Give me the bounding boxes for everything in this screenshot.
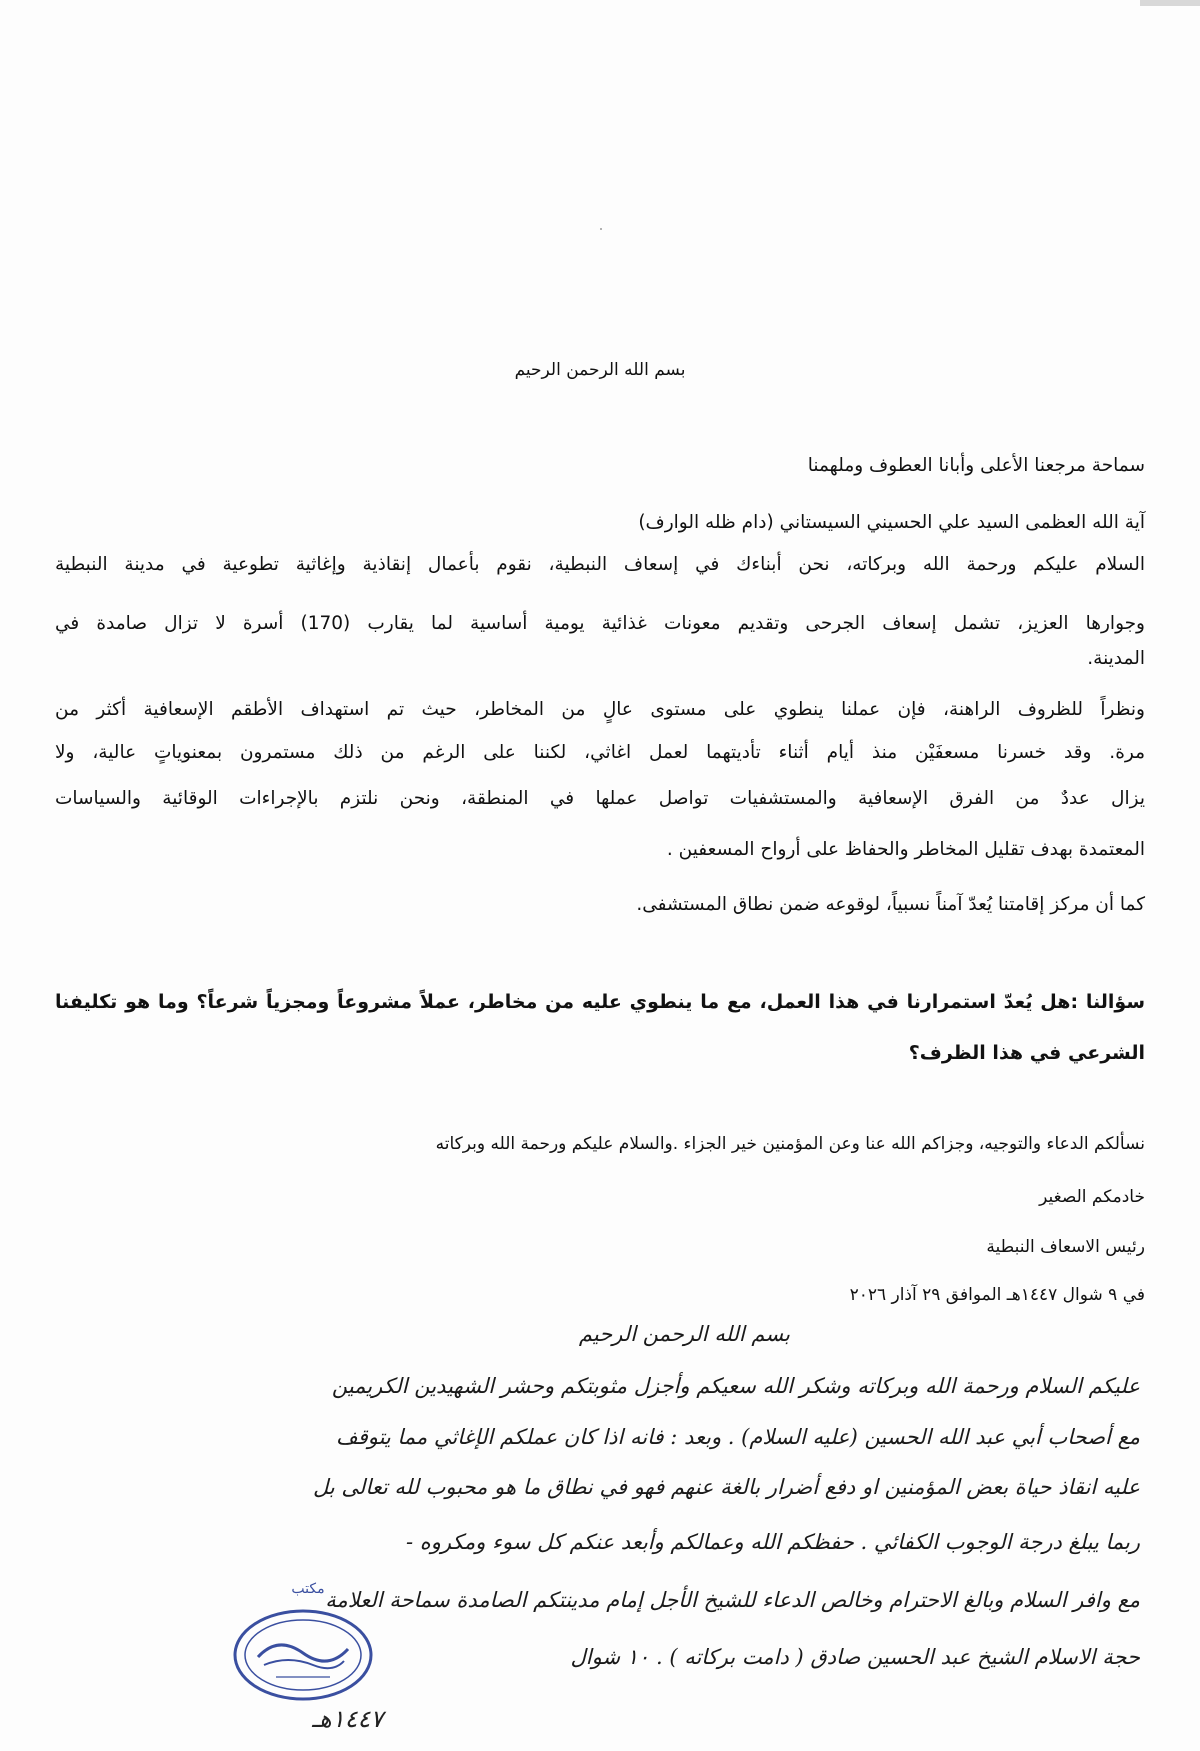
reply-line-4: ربما يبلغ درجة الوجوب الكفائي . حفظكم الله وعمالكم وأبعد عنكم كل سوء ومكروه -	[405, 1530, 1140, 1554]
question-line-1: سؤالنا :هل يُعدّ استمرارنا في هذا العمل، مع ما ينطوي عليه من مخاطر، عملاً مشروعاً ومجزياً شرعاً؟ وما هو تكليفنا	[55, 991, 1145, 1013]
paragraph-2-line-4: المعتمدة بهدف تقليل المخاطر والحفاظ على أرواح المسعفين .	[666, 839, 1145, 860]
closing-line-2: خادمكم الصغير	[1039, 1187, 1145, 1207]
paragraph-1-line-1: السلام عليكم ورحمة الله وبركاته، نحن أبناءك في إسعاف النبطية، نقوم بأعمال إنقاذية وإغاثية تطوعية في مدينة النبطية	[55, 554, 1145, 575]
paragraph-2-line-1: ونظراً للظروف الراهنة، فإن عملنا ينطوي على مستوى عالٍ من المخاطر، حيث تم استهداف الأطقم الإسعافية أكثر من	[55, 699, 1145, 720]
reply-line-2: مع أصحاب أبي عبد الله الحسين (عليه السلام) . وبعد : فانه اذا كان عملكم الإغاثي مما يتوقف	[335, 1425, 1140, 1449]
paragraph-1-line-3: المدينة.	[1087, 648, 1145, 669]
scan-speck	[600, 228, 602, 230]
closing-line-1: نسألكم الدعاء والتوجيه، وجزاكم الله عنا وعن المؤمنين خير الجزاء .والسلام عليكم ورحمة الله وبركاته	[435, 1134, 1145, 1154]
salutation-line-2: آية الله العظمى السيد علي الحسيني السيستاني (دام ظله الوارف)	[638, 512, 1145, 533]
reply-line-1: عليكم السلام ورحمة الله وبركاته وشكر الله سعيكم وأجزل مثوبتكم وحشر الشهيدين الكريمين	[331, 1374, 1140, 1398]
stamp-caption: مكتب	[291, 1581, 325, 1597]
reply-line-5: مع وافر السلام وبالغ الاحترام وخالص الدعاء للشيخ الأجل إمام مدينتكم الصامدة سماحة العلامة	[325, 1588, 1140, 1612]
basmala-heading: بسم الله الرحمن الرحيم	[514, 360, 686, 380]
reply-line-6: حجة الاسلام الشيخ عبد الحسين صادق ( دامت بركاته ) . ١٠ شوال	[570, 1645, 1140, 1669]
paragraph-2-line-2: مرة. وقد خسرنا مسعفَيْن منذ أيام أثناء تأديتهما لعمل اغاثي، لكننا على الرغم من ذلك مستمرون بمعنوياتٍ عالية، ولا	[55, 742, 1145, 763]
office-seal-icon	[228, 1595, 378, 1715]
reply-line-3: عليه انقاذ حياة بعض المؤمنين او دفع أضرار بالغة عنهم فهو في نطاق ما هو محبوب لله تعالى بل	[313, 1475, 1140, 1499]
paragraph-3-line-1: كما أن مركز إقامتنا يُعدّ آمناً نسبياً، لوقوعه ضمن نطاق المستشفى.	[636, 894, 1145, 915]
paragraph-2-line-3: يزال عددٌ من الفرق الإسعافية والمستشفيات تواصل عملها في المنطقة، ونحن نلتزم بالإجراءات الوقائية والسياسات	[55, 788, 1145, 809]
reply-year: ١٤٤٧هـ	[312, 1705, 384, 1733]
question-line-2: الشرعي في هذا الظرف؟	[908, 1042, 1145, 1064]
closing-date: في ٩ شوال ١٤٤٧هـ الموافق ٢٩ آذار ٢٠٢٦	[849, 1285, 1145, 1305]
scan-edge	[1140, 0, 1200, 6]
closing-line-3: رئيس الاسعاف النبطية	[986, 1237, 1145, 1257]
salutation-line-1: سماحة مرجعنا الأعلى وأبانا العطوف وملهمنا	[807, 455, 1145, 476]
reply-basmala: بسم الله الرحمن الرحيم	[578, 1322, 790, 1346]
paragraph-1-line-2: وجوارها العزيز، تشمل إسعاف الجرحى وتقديم معونات غذائية يومية أساسية لما يقارب (170) أسرة لا تزال صامدة في	[55, 613, 1145, 634]
